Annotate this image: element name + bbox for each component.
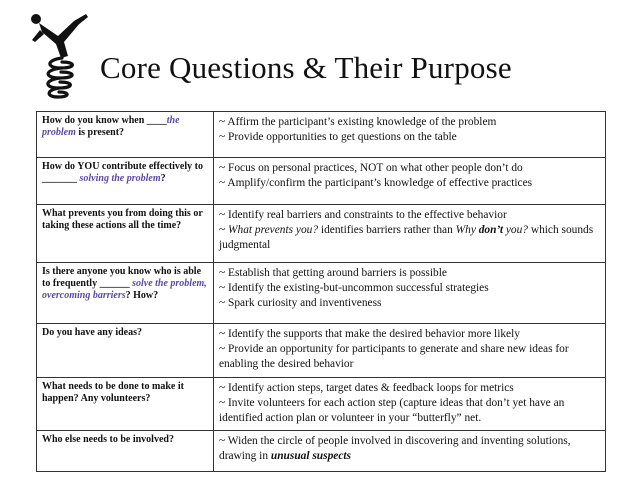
table-row	[37, 378, 606, 431]
purpose-item: ~ Affirm the participant’s existing knowledge of the problem	[219, 116, 497, 128]
question-highlight: solving the problem	[79, 173, 161, 184]
table-row	[37, 324, 606, 378]
purpose-item: ~ Identify the supports that make the desired behavior more likely	[219, 328, 520, 340]
purpose-bold-italic: unusual suspects	[270, 450, 351, 463]
purpose-cell	[214, 263, 606, 324]
purpose-item: ~ Focus on personal practices, NOT on what other people don’t do	[219, 162, 523, 174]
question-text: What prevents you from doing this or taking these actions all the time?	[42, 208, 203, 231]
purpose-text: ~ Widen the circle of people involved in discovering and inventing solutions, drawing in	[219, 435, 571, 463]
question-cell	[37, 324, 214, 378]
purpose-cell	[214, 324, 606, 378]
table-row	[37, 431, 606, 472]
purpose-item: ~ Spark curiosity and inventiveness	[219, 297, 382, 310]
purpose-item: ~ Amplify/confirm the participant’s knowledge of effective practices	[219, 177, 533, 190]
question-cell	[37, 431, 214, 472]
question-cell	[37, 205, 214, 263]
question-cell	[37, 263, 214, 324]
question-text: Who else needs to be involved?	[42, 434, 174, 445]
question-highlight: the problem	[42, 115, 180, 138]
purpose-item: ~ Establish that getting around barriers is possible	[219, 267, 447, 279]
question-text: What needs to be done to make it happen? Any volunteers?	[42, 381, 184, 404]
purpose-italic: you?	[503, 224, 528, 237]
question-text-end: is present?	[75, 127, 125, 138]
purpose-bold-italic: don’t	[478, 224, 503, 237]
figure-on-coil-logo-icon	[28, 12, 94, 102]
purpose-item-rich	[219, 223, 600, 253]
questions-table	[36, 111, 606, 472]
question-cell	[37, 112, 214, 158]
purpose-text: which sounds judgmental	[219, 224, 594, 252]
purpose-item: ~ Provide an opportunity for participants to generate and share new ideas for enabling the desired behavior	[219, 343, 569, 371]
purpose-cell	[214, 431, 606, 472]
table-row	[37, 263, 606, 324]
purpose-item: ~ Identify the existing-but-uncommon successful strategies	[219, 282, 489, 295]
purpose-item: ~ Provide opportunities to get questions on the table	[219, 131, 457, 144]
purpose-text: identifies barriers rather than	[318, 224, 456, 237]
question-text: How do you know when ____	[42, 115, 167, 126]
question-text: Do you have any ideas?	[42, 327, 143, 338]
question-text-end: ?	[160, 173, 166, 184]
purpose-item-rich	[219, 434, 600, 464]
purpose-item: ~ Identify real barriers and constraints to the effective behavior	[219, 209, 507, 221]
question-cell	[37, 158, 214, 205]
purpose-italic: Why	[455, 224, 479, 237]
question-text-end: ? How?	[125, 290, 159, 301]
purpose-cell	[214, 378, 606, 431]
purpose-text: ~	[219, 224, 229, 237]
purpose-item: ~ Identify action steps, target dates & feedback loops for metrics	[219, 382, 514, 394]
purpose-cell	[214, 205, 606, 263]
question-text: Is there anyone you know who is able to frequently ______	[42, 266, 202, 289]
question-highlight: solve the problem, overcoming barriers	[42, 278, 207, 301]
question-text: How do YOU contribute effectively to _______	[42, 161, 203, 184]
table-row	[37, 158, 606, 205]
page-title: Core Questions & Their Purpose	[100, 50, 512, 85]
purpose-italic: What prevents you?	[228, 224, 319, 237]
table-row	[37, 205, 606, 263]
purpose-item: ~ Invite volunteers for each action step (capture ideas that don’t yet have an identified action plan or volunteer in your “butterfly” net.	[219, 397, 565, 425]
purpose-cell	[214, 158, 606, 205]
table-row	[37, 112, 606, 158]
purpose-cell	[214, 112, 606, 158]
question-cell	[37, 378, 214, 431]
